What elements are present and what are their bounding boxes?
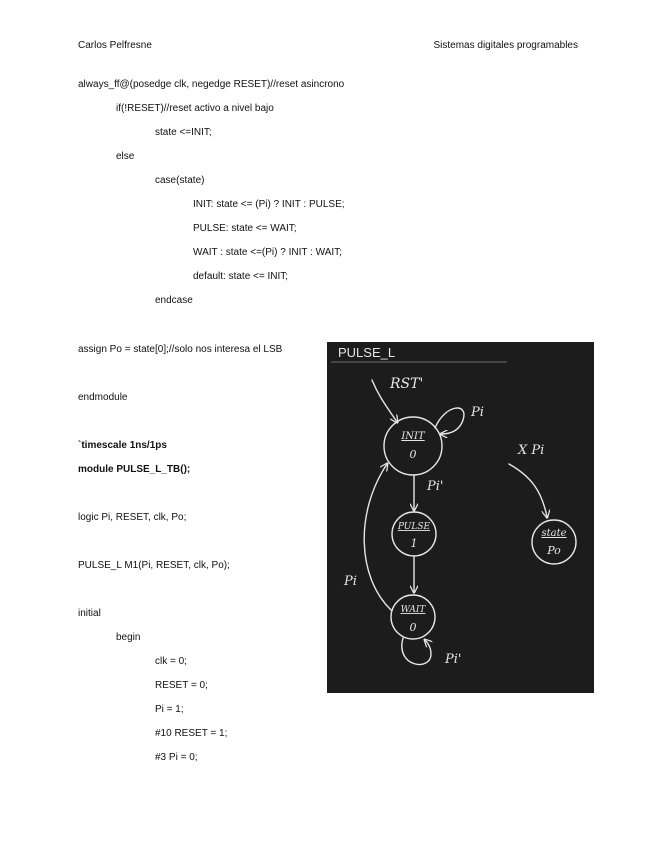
code-line: else — [116, 151, 135, 162]
state-diagram-svg — [327, 342, 594, 693]
code-line: case(state) — [155, 175, 205, 186]
code-line: always_ff@(posedge clk, negedge RESET)//reset asincrono — [78, 79, 345, 90]
state-init — [384, 417, 442, 475]
wait-to-init-arrow — [364, 464, 391, 610]
code-line: PULSE_L M1(Pi, RESET, clk, Po); — [78, 560, 230, 571]
code-line: endmodule — [78, 392, 128, 403]
author-name: Carlos Pelfresne — [78, 40, 152, 51]
legend-arrow — [509, 464, 547, 517]
code-line: WAIT : state <=(Pi) ? INIT : WAIT; — [193, 247, 342, 258]
code-line: #3 Pi = 0; — [155, 752, 198, 763]
state-init-output: 0 — [409, 448, 417, 461]
code-line: initial — [78, 608, 101, 619]
state-diagram-figure — [327, 342, 594, 693]
diagram-title: PULSE_L — [338, 345, 396, 360]
code-line: begin — [116, 632, 141, 643]
init-to-pulse-label: Pi' — [427, 479, 444, 494]
code-line: if(!RESET)//reset activo a nivel bajo — [116, 103, 274, 114]
course-name: Sistemas digitales programables — [433, 40, 578, 51]
code-line: module PULSE_L_TB(); — [78, 464, 191, 475]
legend-state-name: state — [541, 528, 567, 539]
init-self-loop — [435, 408, 464, 434]
code-line: endcase — [155, 295, 193, 306]
code-line: clk = 0; — [155, 656, 187, 667]
wait-self-label: Pi' — [445, 652, 462, 667]
code-line: RESET = 0; — [155, 680, 208, 691]
code-line: Pi = 1; — [155, 704, 184, 715]
code-line: assign Po = state[0];//solo nos interesa el LSB — [78, 344, 283, 355]
code-line: state <=INIT; — [155, 127, 212, 138]
legend-input-label: X Pi — [518, 443, 545, 458]
wait-to-init-label: Pi — [344, 574, 357, 589]
code-line: logic Pi, RESET, clk, Po; — [78, 512, 187, 523]
state-wait-name: WAIT — [400, 605, 426, 615]
code-line: default: state <= INIT; — [193, 271, 289, 282]
legend-state-circle — [532, 520, 576, 564]
code-line: INIT: state <= (Pi) ? INIT : PULSE; — [193, 199, 345, 210]
state-pulse-name: PULSE — [397, 522, 431, 532]
reset-label: RST' — [390, 376, 424, 392]
code-line: `timescale 1ns/1ps — [78, 440, 167, 451]
legend-output-name: Po — [547, 544, 561, 557]
wait-self-loop — [402, 638, 431, 665]
code-line: PULSE: state <= WAIT; — [193, 223, 297, 234]
init-self-label: Pi — [471, 405, 484, 420]
state-wait-output: 0 — [409, 621, 417, 634]
code-line: #10 RESET = 1; — [155, 728, 228, 739]
state-pulse-output: 1 — [410, 537, 418, 550]
state-init-name: INIT — [401, 431, 425, 442]
